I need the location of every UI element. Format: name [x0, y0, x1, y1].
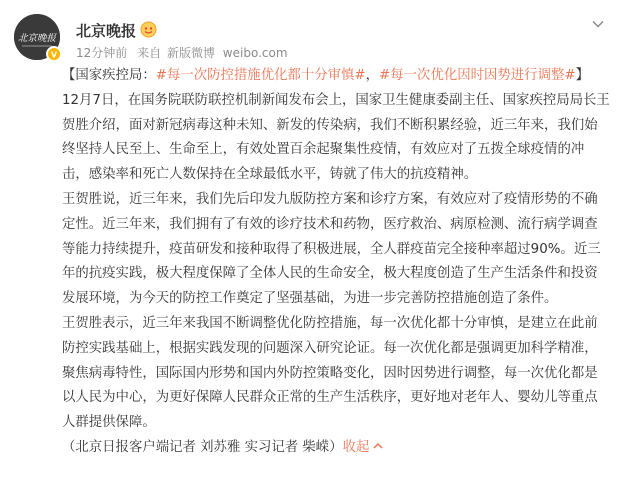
avatar-logo-text: 北京晚报	[17, 33, 57, 44]
topic-link-1[interactable]: #每一次防控措施优化都十分审慎#	[155, 68, 366, 83]
collapse-button[interactable]	[343, 440, 385, 455]
source-app[interactable]: 新版微博	[166, 46, 215, 60]
collapse-label: 收起	[342, 439, 370, 455]
source-domain: weibo.com	[222, 46, 288, 60]
paragraph-1: 12月7日，在国务院联防联控机制新闻发布会上，国家卫生健康委副主任、国家疾控局局长王贺胜介绍，面对新冠病毒这种未知、新发的传染病，我们不断积累经验，近三年来，我们始终坚持人民至上、生命至上，有效处置百余起聚集性疫情，有效应对了五拨全球疫情的冲击，感染率和死亡人数保持在全球最低水平，铸就了伟大的抗疫精神。	[62, 92, 610, 183]
verified-icon	[49, 49, 59, 59]
post-title	[62, 64, 610, 89]
paragraph-3: 王贺胜表示，近三年来我国不断调整优化防控措施，每一次优化都十分审慎，是建立在此前防控实践基础上，根据实践发现的问题深入研究论证。每一次优化都是强调更加科学精准，聚焦病毒特性，国际国内形势和国内外防控策略变化，因时因势进行调整，每一次优化都是以人民为中心，为更好保障人民群众正常的生产生活秩序，更好地对老年人、婴幼儿等重点人群提供保障。	[62, 315, 598, 431]
post-time[interactable]: 12分钟前	[76, 46, 128, 60]
post-meta	[76, 44, 294, 61]
paragraph-2: 王贺胜说，近三年来，我们先后印发九版防控方案和诊疗方案，有效应对了疫情形势的不确定性。近三年来，我们拥有了有效的诊疗技术和药物，医疗救治、病原检测、流行病学调查等能力持续提升，疫苗研发和接种取得了积极进展，全人群疫苗完全接种率超过90%。近三年的抗疫实践，极大程度保障了全体人民的生命安全，极大程度创造了生产生活条件和投资发展环境，为今天的防控工作奠定了坚强基础，为进一步完善防控措施创造了条件。	[62, 191, 601, 307]
reporter-credit: （北京日报客户端记者 刘苏雅 实习记者 柴嵘）	[62, 439, 343, 455]
chevron-down-icon[interactable]	[590, 16, 606, 32]
verified-badge	[46, 46, 62, 62]
title-close: 】	[575, 68, 589, 83]
title-separator: ，	[365, 68, 380, 83]
post-header	[14, 8, 608, 64]
chevron-up-icon	[372, 441, 384, 451]
post-content	[62, 64, 610, 461]
source-prefix: 来自	[137, 46, 162, 60]
title-open: 【国家疾控局：	[62, 68, 156, 83]
vip-crown-icon	[140, 21, 157, 38]
topic-link-2[interactable]: #每一次优化因时因势进行调整#	[379, 68, 576, 83]
svg-text:V: V	[50, 50, 58, 59]
credit-line	[62, 436, 610, 461]
account-name[interactable]: 北京晚报	[76, 22, 137, 40]
